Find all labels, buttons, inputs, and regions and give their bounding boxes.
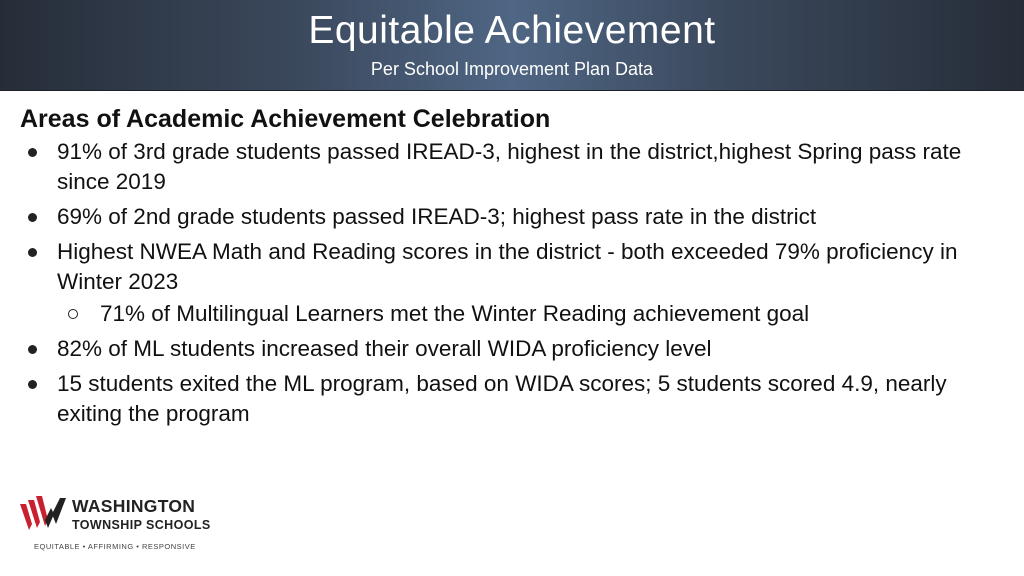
bullet-dot-icon xyxy=(28,213,37,222)
sub-bullet-item xyxy=(20,299,1005,329)
bullet-text: Highest NWEA Math and Reading scores in the district - both exceeded 79% proficiency in Winter 2023 xyxy=(57,239,958,294)
slide-subtitle: Per School Improvement Plan Data xyxy=(370,59,654,79)
bullet-text: 82% of ML students increased their overall WIDA proficiency level xyxy=(57,336,712,361)
bullet-dot-icon xyxy=(28,380,37,389)
bullet-text: 69% of 2nd grade students passed IREAD-3; highest pass rate in the district xyxy=(57,204,817,229)
bullet-item xyxy=(20,237,1005,297)
logo-tagline: EQUITABLE • AFFIRMING • RESPONSIVE xyxy=(34,542,196,551)
bullet-dot-icon xyxy=(28,248,37,257)
section-heading: Areas of Academic Achievement Celebration xyxy=(20,105,551,133)
bullet-dot-icon xyxy=(28,148,37,157)
bullet-item xyxy=(20,334,1005,364)
school-logo xyxy=(18,492,228,556)
bullet-item xyxy=(20,202,1005,232)
hollow-circle-bullet-icon xyxy=(68,309,78,319)
washington-w-icon xyxy=(18,494,70,534)
bullet-item xyxy=(20,137,1005,197)
bullet-text: 71% of Multilingual Learners met the Winter Reading achievement goal xyxy=(100,301,810,326)
slide-title: Equitable Achievement xyxy=(308,9,716,52)
logo-name-line1: WASHINGTON xyxy=(72,496,196,516)
bullet-text: 91% of 3rd grade students passed IREAD-3, highest in the district,highest Spring pass rate since 2019 xyxy=(57,139,962,194)
bullet-text: 15 students exited the ML program, based on WIDA scores; 5 students scored 4.9, nearly exiting the program xyxy=(57,371,947,426)
logo-name-line2: TOWNSHIP SCHOOLS xyxy=(72,518,211,532)
bullet-item xyxy=(20,369,1005,429)
bullet-list xyxy=(20,137,1005,429)
bullet-dot-icon xyxy=(28,345,37,354)
content-area xyxy=(20,103,1005,434)
header-banner xyxy=(0,0,1024,91)
